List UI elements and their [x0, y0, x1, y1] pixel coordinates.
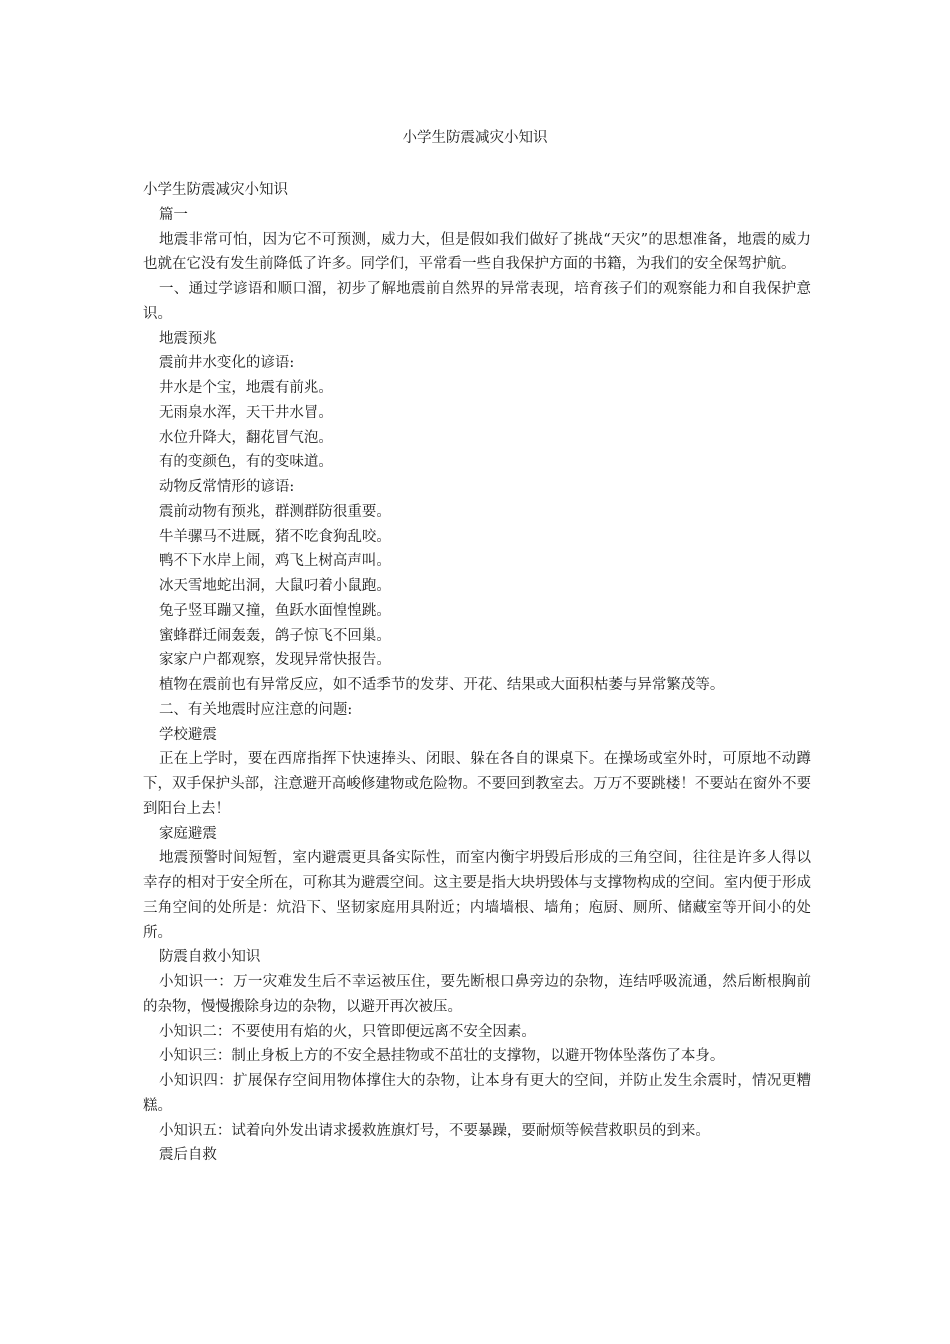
body-heading: 小学生防震减灾小知识 — [143, 182, 288, 198]
proverb-line: 水位升降大，翻花冒气泡。 — [158, 429, 333, 446]
proverb-line: 井水是个宝，地震有前兆。 — [158, 380, 333, 396]
tip-paragraph: 小知识五：试着向外发出请求援救旌旗灯号，不要暴躁，要耐烦等候营救职员的到来。 — [158, 1122, 710, 1139]
proverb-line: 无雨泉水浑，天干井水冒。 — [158, 404, 333, 421]
document-title: 小学生防震减灾小知识 — [402, 130, 548, 146]
proverb-line: 震前动物有预兆，群测群防很重要。 — [158, 503, 391, 520]
intro-paragraph: 地震非常可怕，因为它不可预测，威力大，但是假如我们做好了挑战“天灾”的思想准备，地震的威力也就在它没有发生前降低了许多。同学们，平常看一些自我保护方面的书籍，为我们的安全保驾护航。 — [143, 231, 811, 273]
subheading: 防震自救小知识 — [158, 949, 261, 966]
proverb-line: 兔子竖耳蹦又撞，鱼跃水面惶惶跳。 — [158, 602, 391, 619]
proverb-line: 冰天雪地蛇出洞，大鼠叼着小鼠跑。 — [158, 578, 391, 594]
proverb-line: 蜜蜂群迁闹轰轰，鸽子惊飞不回巢。 — [158, 627, 391, 644]
proverb-line: 家家户户都观察，发现异常快报告。 — [158, 652, 391, 669]
section-heading: 一、通过学谚语和顺口溜，初步了解地震前自然界的异常表现，培育孩子们的观察能力和自我保护意识。 — [143, 281, 811, 322]
subheading: 家庭避震 — [158, 825, 217, 842]
tip-paragraph: 小知识一：万一灾难发生后不幸运被压住，要先断根口鼻旁边的杂物，连结呼吸流通，然后断根胸前的杂物，慢慢搬除身边的杂物，以避开再次被压。 — [143, 974, 811, 1015]
subheading: 震后自救 — [158, 1147, 217, 1164]
proverb-line: 鸭不下水岸上闹，鸡飞上树高声叫。 — [158, 553, 391, 570]
body-paragraph: 地震预警时间短暂，室内避震更具备实际性，而室内衡宇坍毁后形成的三角空间，往往是许多人得以幸存的相对于安全所在，可称其为避震空间。这主要是指大块坍毁体与支撑物构成的空间。室内便于形成三角空间的处所是：炕沿下、坚韧家庭用具附近；内墙墙根、墙角；庖厨、厕所、储藏室等开间小的处所。 — [143, 850, 811, 941]
document-body — [143, 178, 811, 1168]
section-label: 篇一 — [158, 206, 188, 223]
proverb-line: 有的变颜色，有的变味道。 — [158, 454, 333, 471]
subheading: 动物反常情形的谚语: — [158, 479, 295, 495]
proverb-line: 牛羊骡马不进厩，猪不吃食狗乱咬。 — [158, 528, 391, 545]
subheading: 地震预兆 — [158, 330, 217, 347]
section-heading: 二、有关地震时应注意的问题: — [158, 701, 353, 718]
body-paragraph: 正在上学时，要在西席指挥下快速捧头、闭眼、躲在各自的课桌下。在操场或室外时，可原地不动蹲下，双手保护头部，注意避开高峻修建物或危险物。不要回到教室去。万万不要跳楼！不要站在窗外不要到阳台上去！ — [143, 751, 811, 817]
tip-paragraph: 小知识二：不要使用有焰的火，只管即便远离不安全因素。 — [158, 1023, 536, 1040]
body-paragraph: 植物在震前也有异常反应，如不适季节的发芽、开花、结果或大面积枯萎与异常繁茂等。 — [158, 677, 725, 693]
tip-paragraph: 小知识四：扩展保存空间用物体撑住大的杂物，让本身有更大的空间，并防止发生余震时，情况更糟糕。 — [143, 1073, 811, 1114]
subheading: 震前井水变化的谚语: — [158, 355, 295, 372]
subheading: 学校避震 — [158, 726, 217, 743]
tip-paragraph: 小知识三：制止身板上方的不安全悬挂物或不茁壮的支撑物，以避开物体坠落伤了本身。 — [158, 1048, 725, 1065]
